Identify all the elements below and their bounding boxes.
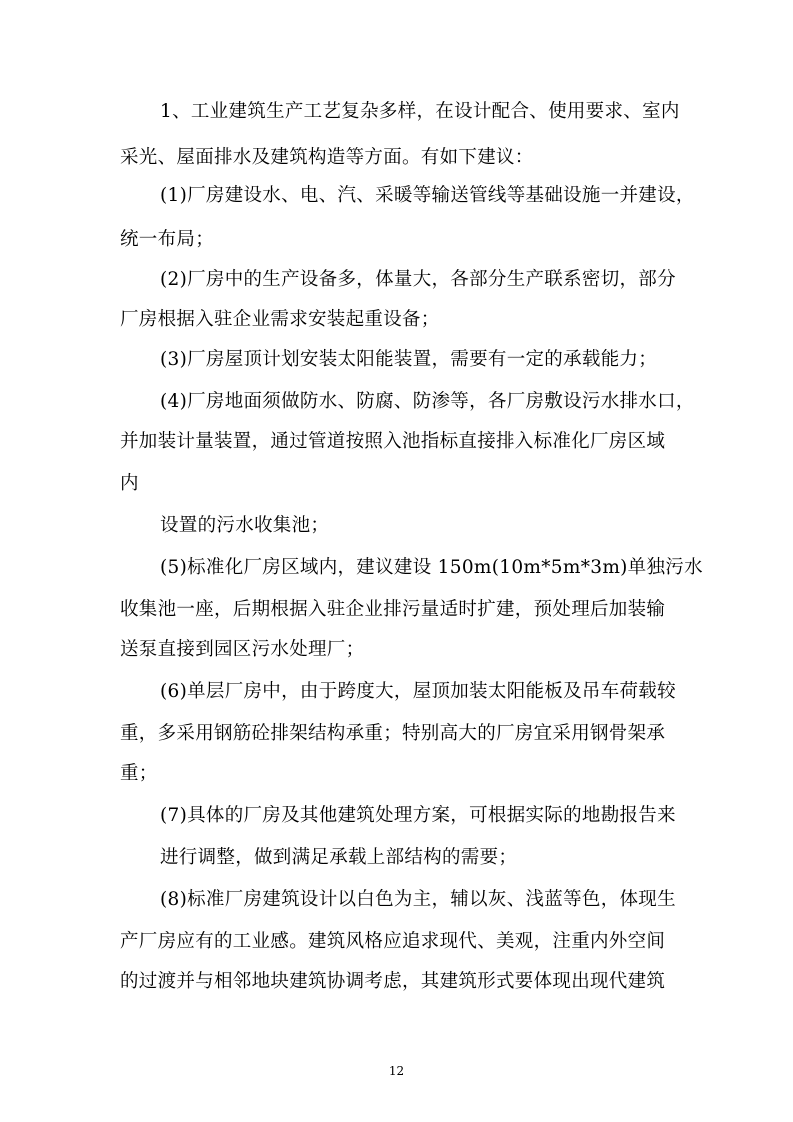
- text-line: (4)厂房地面须做防水、防腐、防渗等，各厂房敷设污水排水口，: [160, 391, 695, 412]
- text-line: (3)厂房屋顶计划安装太阳能装置，需要有一定的承载能力；: [160, 349, 658, 370]
- text-line: (1)厂房建设水、电、汽、采暖等输送管线等基础设施一并建设，: [160, 185, 695, 206]
- page-number: 12: [388, 1064, 405, 1078]
- text-line: (2)厂房中的生产设备多，体量大，各部分生产联系密切，部分: [160, 269, 676, 290]
- text-line: (5)标准化厂房区域内，建议建设 150m(10m*5m*3m)单独污水: [160, 557, 703, 578]
- text-line: 重，多采用钢筋砼排架结构承重；特别高大的厂房宜采用钢骨架承: [120, 723, 666, 744]
- text-line: 统一布局；: [120, 229, 215, 250]
- text-line: 厂房根据入驻企业需求安装起重设备；: [120, 309, 440, 330]
- text-line: 送泵直接到园区污水处理厂；: [120, 639, 365, 660]
- text-line: 进行调整，做到满足承载上部结构的需要；: [160, 847, 518, 868]
- text-line: (8)标准厂房建筑设计以白色为主，辅以灰、浅蓝等色，体现生: [160, 889, 676, 910]
- text-line: 收集池一座，后期根据入驻企业排污量适时扩建，预处理后加装输: [120, 599, 666, 620]
- text-line: 采光、屋面排水及建筑构造等方面。有如下建议：: [120, 147, 534, 168]
- text-line: 的过渡并与相邻地块建筑协调考虑，其建筑形式要体现出现代建筑: [120, 971, 666, 992]
- text-line: 1、工业建筑生产工艺复杂多样，在设计配合、使用要求、室内: [160, 101, 680, 122]
- text-line: 设置的污水收集池；: [160, 515, 330, 536]
- text-line: 产厂房应有的工业感。建筑风格应追求现代、美观，注重内外空间: [120, 931, 666, 952]
- text-line: (6)单层厂房中，由于跨度大，屋顶加装太阳能板及吊车荷载较: [160, 681, 676, 702]
- text-line: (7)具体的厂房及其他建筑处理方案，可根据实际的地勘报告来: [160, 805, 676, 826]
- text-line: 并加装计量装置，通过管道按照入池指标直接排入标准化厂房区域: [120, 431, 666, 452]
- text-line: 重；: [120, 763, 158, 784]
- text-line: 内: [120, 473, 139, 494]
